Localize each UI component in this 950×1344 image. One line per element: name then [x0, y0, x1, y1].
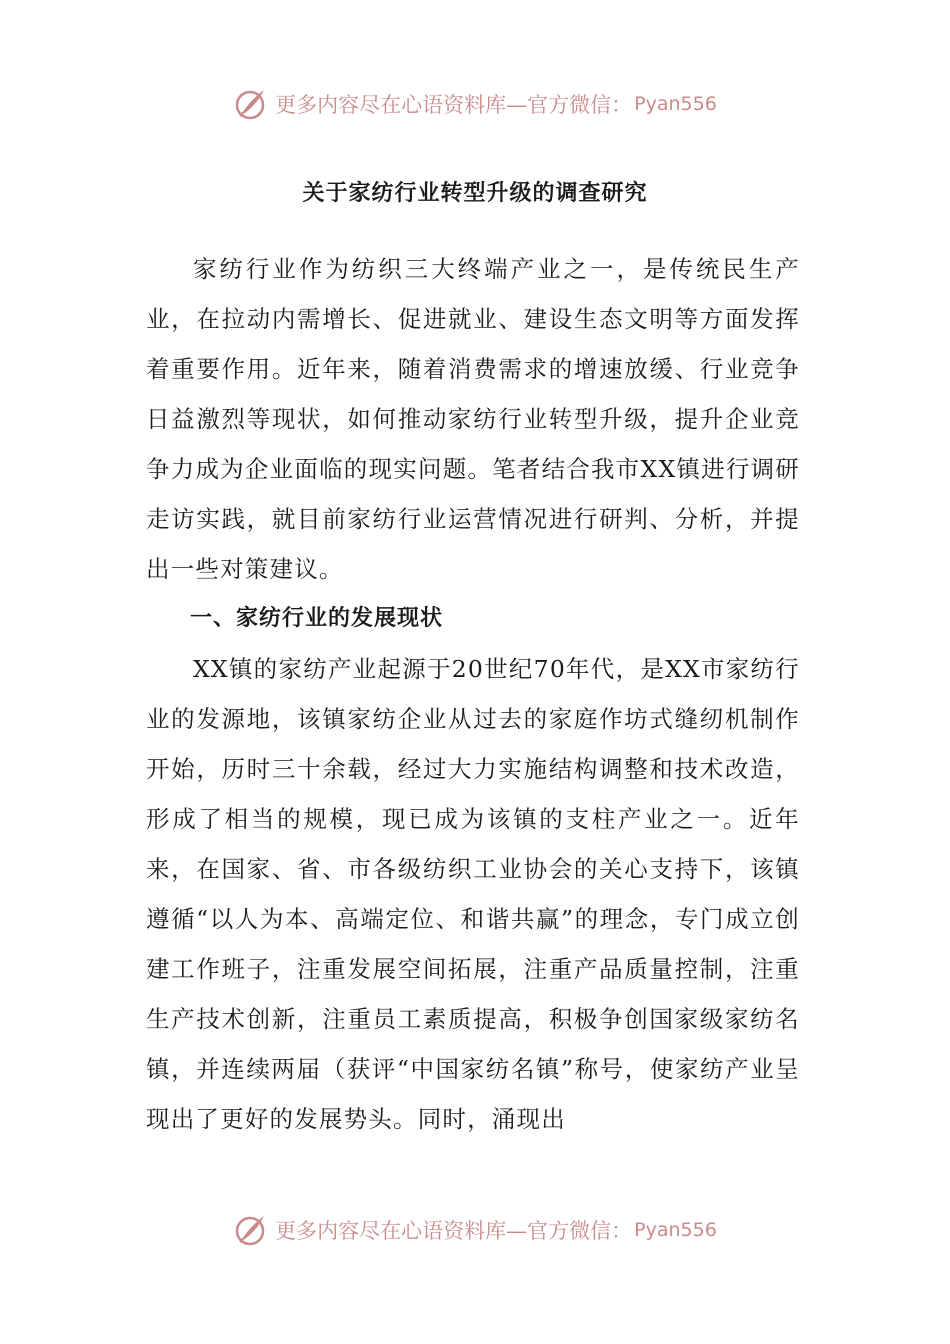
- watermark-wechat-id: Pyan556: [634, 93, 717, 115]
- watermark-text: 更多内容尽在心语资料库—官方微信：: [275, 93, 633, 117]
- intro-paragraph: 家纺行业作为纺织三大终端产业之一，是传统民生产业，在拉动内需增长、促进就业、建设生态文明等方面发挥着重要作用。近年来，随着消费需求的增速放缓、行业竞争日益激烈等现状，如何推动家纺行业转型升级，提升企业竞争力成为企业面临的现实问题。笔者结合我市XX镇进行调研走访实践，就目前家纺行业运营情况进行研判、分析，并提出一些对策建议。: [146, 255, 800, 583]
- watermark-text: 更多内容尽在心语资料库—官方微信：: [275, 1219, 633, 1243]
- watermark-wechat-id: Pyan556: [634, 1219, 717, 1241]
- quill-logo-icon: [233, 1212, 269, 1248]
- document-title: 关于家纺行业转型升级的调查研究: [302, 181, 648, 206]
- footer-watermark: [0, 1208, 950, 1252]
- header-watermark: [0, 82, 950, 126]
- quill-logo-icon: [233, 86, 269, 122]
- body-paragraph: XX镇的家纺产业起源于20世纪70年代，是XX市家纺行业的发源地，该镇家纺企业从过去的家庭作坊式缝纫机制作开始，历时三十余载，经过大力实施结构调整和技术改造，形成了相当的规模，现已成为该镇的支柱产业之一。近年来，在国家、省、市各级纺织工业协会的关心支持下，该镇遵循“以人为本、高端定位、和谐共赢”的理念，专门成立创建工作班子，注重发展空间拓展，注重产品质量控制，注重生产技术创新，注重员工素质提高，积极争创国家级家纺名镇，并连续两届（获评“中国家纺名镇”称号，使家纺产业呈现出了更好的发展势头。同时，涌现出: [146, 655, 800, 1133]
- document-body: [146, 244, 800, 1144]
- section-heading: 一、家纺行业的发展现状: [190, 606, 444, 631]
